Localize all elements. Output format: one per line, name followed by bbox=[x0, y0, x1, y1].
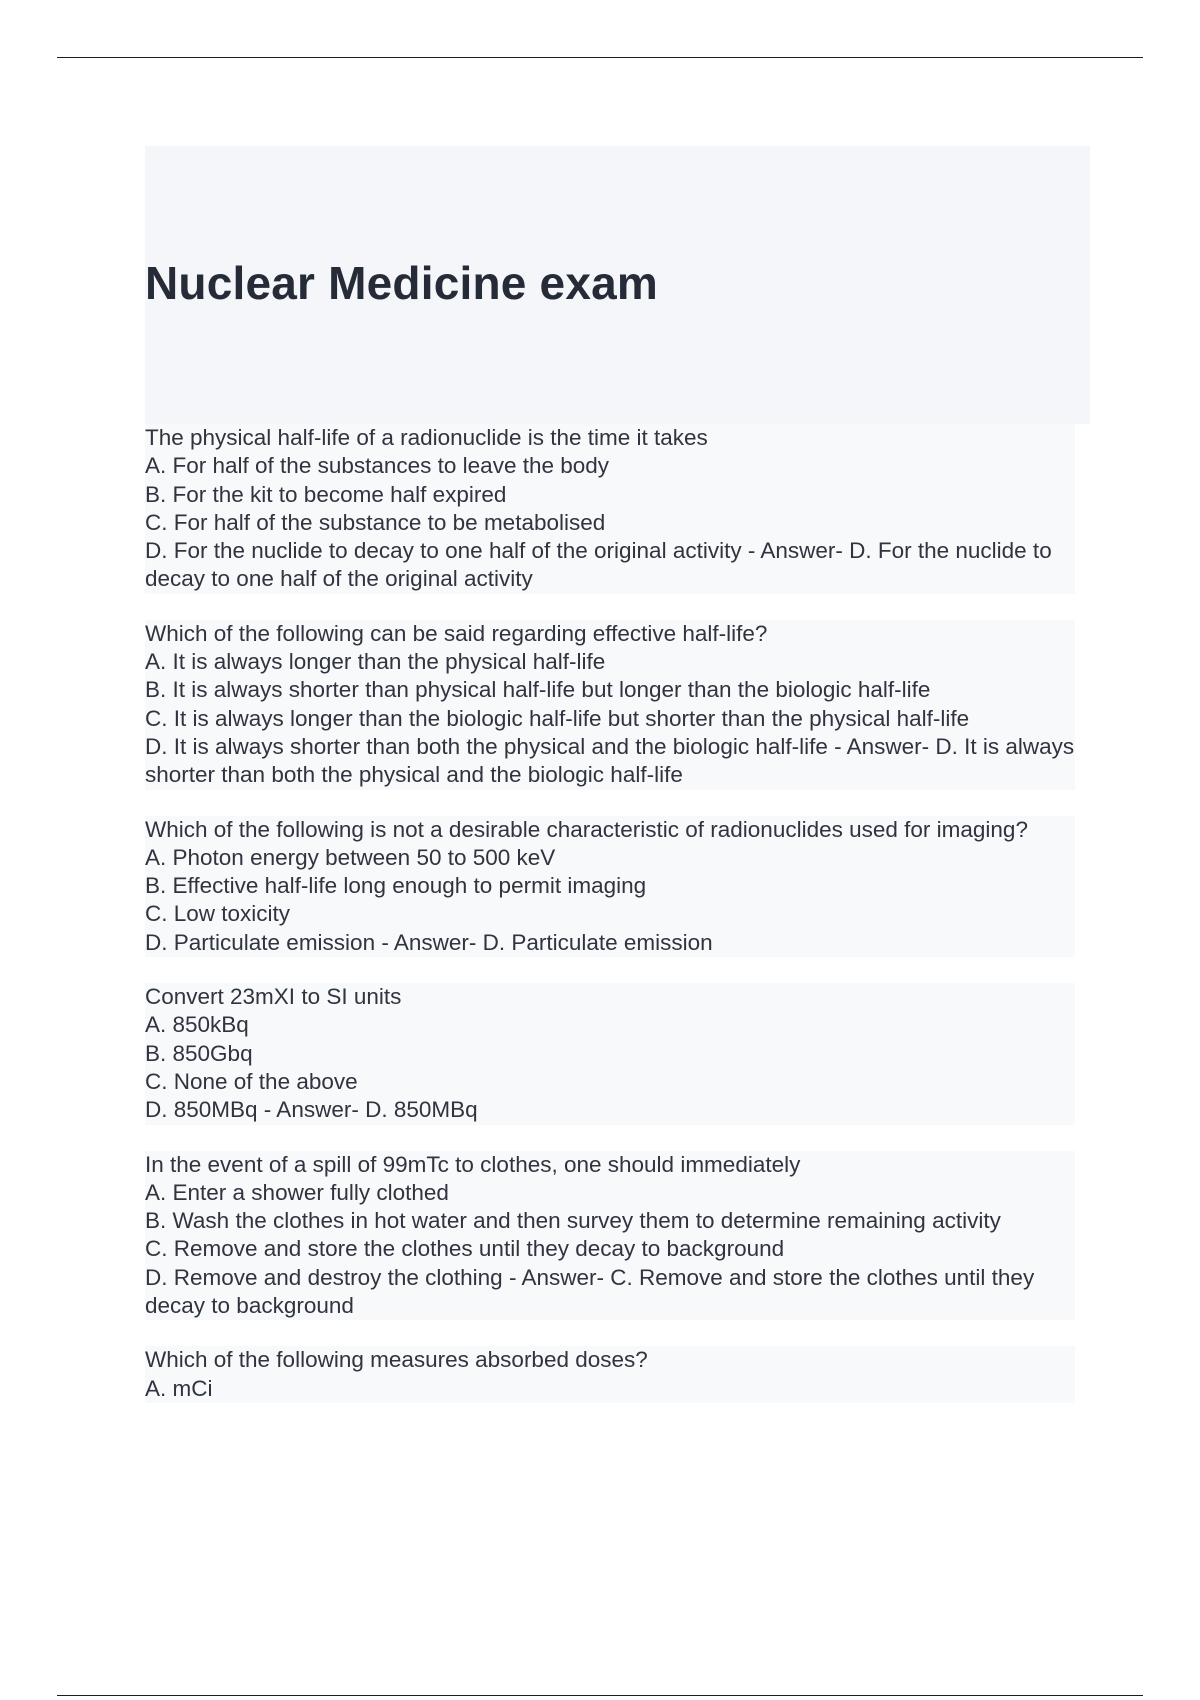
option-b: B. Effective half-life long enough to permit imaging bbox=[145, 873, 647, 899]
option-d-with-answer: D. Particulate emission - Answer- D. Particulate emission bbox=[145, 929, 713, 955]
question-4 bbox=[145, 983, 1075, 1124]
option-c: C. It is always longer than the biologic half-life but shorter than the physical half-life bbox=[145, 705, 970, 731]
question-stem: Which of the following measures absorbed doses? bbox=[145, 1347, 648, 1373]
option-c: C. None of the above bbox=[145, 1068, 358, 1094]
page-title: Nuclear Medicine exam bbox=[145, 257, 658, 309]
option-d-with-answer: D. Remove and destroy the clothing - Answer- C. Remove and store the clothes until they decay to background bbox=[145, 1264, 1035, 1319]
top-rule bbox=[57, 57, 1143, 58]
question-list bbox=[145, 424, 1075, 1429]
question-stem: The physical half-life of a radionuclide is the time it takes bbox=[145, 425, 708, 450]
question-6 bbox=[145, 1346, 1075, 1403]
option-a: A. mCi bbox=[145, 1375, 213, 1401]
question-3 bbox=[145, 816, 1075, 957]
option-a: A. It is always longer than the physical half-life bbox=[145, 649, 606, 675]
question-stem: In the event of a spill of 99mTc to clothes, one should immediately bbox=[145, 1151, 801, 1177]
bottom-rule bbox=[57, 1695, 1143, 1696]
option-d-with-answer: D. It is always shorter than both the physical and the biologic half-life - Answer- D. It is always shorter than both the physical and the biologic half-life bbox=[145, 733, 1075, 788]
option-b: B. For the kit to become half expired bbox=[145, 481, 507, 507]
option-c: C. For half of the substance to be metabolised bbox=[145, 509, 606, 535]
option-a: A. For half of the substances to leave the body bbox=[145, 453, 610, 479]
question-5 bbox=[145, 1151, 1075, 1321]
option-b: B. 850Gbq bbox=[145, 1040, 253, 1066]
question-stem: Convert 23mXI to SI units bbox=[145, 984, 402, 1010]
question-1 bbox=[145, 424, 1075, 594]
option-c: C. Low toxicity bbox=[145, 901, 291, 927]
option-a: A. Enter a shower fully clothed bbox=[145, 1179, 449, 1205]
question-stem: Which of the following is not a desirable characteristic of radionuclides used for imaging? bbox=[145, 816, 1028, 842]
option-b: B. It is always shorter than physical half-life but longer than the biologic half-life bbox=[145, 677, 931, 703]
option-b: B. Wash the clothes in hot water and then survey them to determine remaining activity bbox=[145, 1208, 1001, 1234]
option-a: A. Photon energy between 50 to 500 keV bbox=[145, 844, 556, 870]
question-2 bbox=[145, 620, 1075, 790]
option-d-with-answer: D. For the nuclide to decay to one half of the original activity - Answer- D. For the nuclide to decay to one half of the original activity bbox=[145, 538, 1052, 592]
question-stem: Which of the following can be said regarding effective half-life? bbox=[145, 620, 768, 646]
option-c: C. Remove and store the clothes until they decay to background bbox=[145, 1236, 785, 1262]
option-d-with-answer: D. 850MBq - Answer- D. 850MBq bbox=[145, 1097, 478, 1123]
option-a: A. 850kBq bbox=[145, 1012, 249, 1038]
